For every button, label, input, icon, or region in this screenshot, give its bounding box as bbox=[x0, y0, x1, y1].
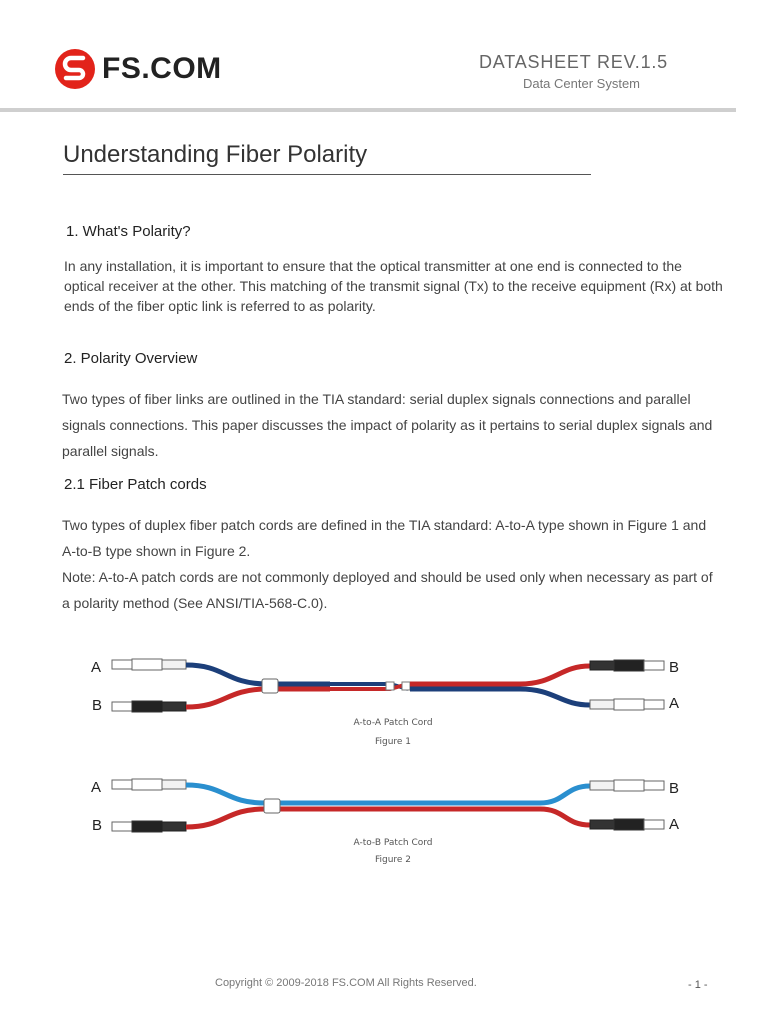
connector-left-top bbox=[112, 659, 186, 670]
figure-label: Figure 2 bbox=[374, 855, 412, 865]
connector-right-bottom bbox=[590, 819, 664, 830]
section-note: Note: A-to-A patch cords are not commonly deployed and should be used only when necessary as part of a polarity method (See ANSI/TIA-568-C.0). bbox=[62, 569, 713, 611]
page-number: - 1 - bbox=[688, 979, 708, 991]
connector-right-top bbox=[590, 660, 664, 671]
logo-text: FS.COM bbox=[102, 52, 222, 85]
section-body-block bbox=[62, 512, 722, 616]
section-heading: 2. Polarity Overview bbox=[64, 350, 198, 367]
footer-copyright: Copyright © 2009-2018 FS.COM All Rights Reserved. bbox=[215, 977, 477, 989]
figure-1 bbox=[0, 645, 768, 755]
section-heading: 1. What's Polarity? bbox=[66, 223, 191, 240]
connector-left-bottom bbox=[112, 821, 186, 832]
fiber-label: B bbox=[669, 659, 680, 676]
fiber-label: B bbox=[669, 780, 680, 797]
section-heading: 2.1 Fiber Patch cords bbox=[64, 476, 207, 493]
fiber-label: A bbox=[91, 659, 102, 676]
header-divider bbox=[0, 108, 736, 112]
figure-caption: A-to-A Patch Cord bbox=[353, 718, 433, 728]
connector-left-top bbox=[112, 779, 186, 790]
fiber-label: A bbox=[91, 779, 102, 796]
datasheet-title: DATASHEET REV.1.5 bbox=[478, 52, 668, 72]
figure-2 bbox=[0, 765, 768, 875]
section-body: Two types of fiber links are outlined in the TIA standard: serial duplex signals connections and parallel signals connections. This paper discusses the impact of polarity as it pertains to serial duplex signals and parallel signals. bbox=[62, 391, 713, 459]
fiber-label: B bbox=[92, 817, 103, 834]
figure-caption: A-to-B Patch Cord bbox=[353, 838, 433, 848]
fs-logo-icon bbox=[54, 48, 96, 90]
fs-logo bbox=[54, 48, 229, 92]
connector-left-bottom bbox=[112, 701, 186, 712]
fiber-label: B bbox=[92, 697, 103, 714]
fiber-label: A bbox=[669, 816, 680, 833]
figure-label: Figure 1 bbox=[374, 737, 412, 747]
connector-right-top bbox=[590, 780, 664, 791]
datasheet-subtitle: Data Center System bbox=[522, 76, 640, 91]
connector-right-bottom bbox=[590, 699, 664, 710]
page-title: Understanding Fiber Polarity bbox=[63, 141, 368, 168]
section-body: Two types of duplex fiber patch cords are defined in the TIA standard: A-to-A type shown in Figure 1 and A-to-B type shown in Figure 2. bbox=[62, 517, 707, 559]
section-body: In any installation, it is important to ensure that the optical transmitter at one end is connected to the optical receiver at the other. This matching of the transmit signal (Tx) to the receive equipment (Rx) at both ends of the fiber optic link is referred to as polarity. bbox=[64, 258, 723, 314]
fiber-label: A bbox=[669, 695, 680, 712]
title-underline bbox=[63, 174, 591, 175]
